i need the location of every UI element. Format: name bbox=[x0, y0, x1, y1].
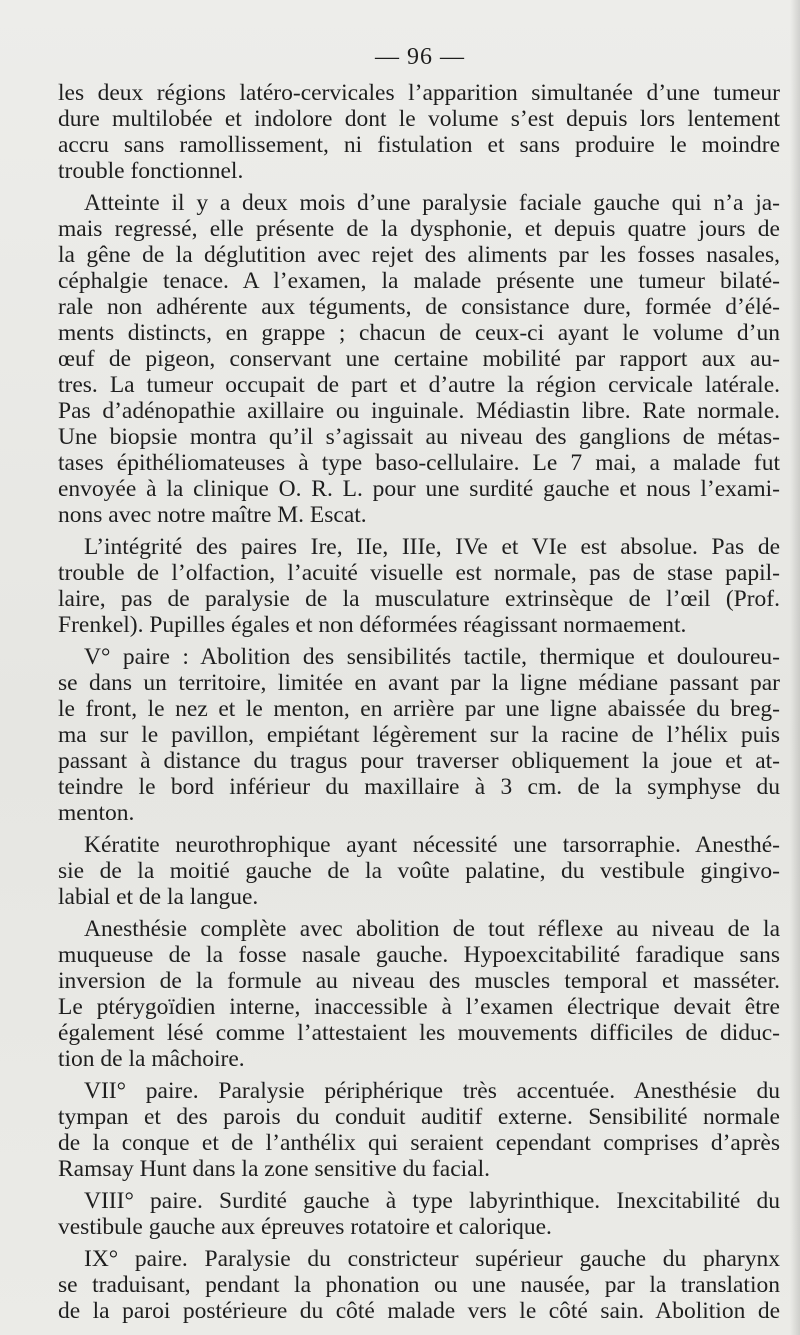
text-line: inversion de la formule au niveau des muscles temporal et masséter. bbox=[58, 968, 780, 994]
text-line: accru sans ramollissement, ni fistulation et sans produire le moindre bbox=[58, 132, 780, 158]
text-line: également lésé comme l’attestaient les mouvements difficiles de diduc- bbox=[58, 1020, 780, 1046]
text-line: la gêne de la déglutition avec rejet des aliments par les fosses nasales, bbox=[58, 242, 780, 268]
text-line: envoyée à la clinique O. R. L. pour une surdité gauche et nous l’exami- bbox=[58, 476, 780, 502]
text-line: Anesthésie complète avec abolition de tout réflexe au niveau de la bbox=[84, 916, 780, 942]
text-line: Frenkel). Pupilles égales et non déformées réagissant normaement. bbox=[58, 612, 687, 638]
text-line: VIII° paire. Surdité gauche à type labyrinthique. Inexcitabilité du bbox=[84, 1188, 780, 1214]
text-line: se dans un territoire, limitée en avant par la ligne médiane passant par bbox=[58, 670, 780, 696]
page-edge-shadow bbox=[790, 0, 800, 1335]
text-line: de la paroi postérieure du côté malade vers le côté sain. Abolition de bbox=[58, 1298, 780, 1324]
text-line: ments distincts, en grappe ; chacun de ceux-ci ayant le volume d’un bbox=[58, 320, 780, 346]
text-line: L’intégrité des paires Ire, IIe, IIIe, IVe et VIe est absolue. Pas de bbox=[84, 534, 780, 560]
text-line: passant à distance du tragus pour traverser obliquement la joue et at- bbox=[58, 748, 780, 774]
page-number: — 96 — bbox=[375, 44, 465, 70]
text-line: tion de la mâchoire. bbox=[58, 1046, 245, 1072]
text-line: les deux régions latéro-cervicales l’apparition simultanée d’une tumeur bbox=[58, 80, 780, 106]
text-line: trouble de l’olfaction, l’acuité visuelle est normale, pas de stase papil- bbox=[58, 560, 780, 586]
text-line: Atteinte il y a deux mois d’une paralysie faciale gauche qui n’a ja- bbox=[84, 190, 780, 216]
text-line: Kératite neurothrophique ayant nécessité une tarsorraphie. Anesthé- bbox=[84, 832, 780, 858]
text-line: Le ptérygoïdien interne, inaccessible à l’examen électrique devait être bbox=[58, 994, 780, 1020]
text-line: de la conque et de l’anthélix qui seraient cependant comprises d’après bbox=[58, 1130, 780, 1156]
text-line: ma sur le pavillon, empiétant légèrement sur la racine de l’hélix puis bbox=[58, 722, 780, 748]
text-line: IX° paire. Paralysie du constricteur supérieur gauche du pharynx bbox=[84, 1246, 780, 1272]
text-line: tympan et des parois du conduit auditif externe. Sensibilité normale bbox=[58, 1104, 780, 1130]
text-line: tres. La tumeur occupait de part et d’autre la région cervicale latérale. bbox=[58, 372, 780, 398]
text-line: nons avec notre maître M. Escat. bbox=[58, 502, 367, 528]
text-line: muqueuse de la fosse nasale gauche. Hypoexcitabilité faradique sans bbox=[58, 942, 780, 968]
text-line: teindre le bord inférieur du maxillaire à 3 cm. de la symphyse du bbox=[58, 774, 780, 800]
text-line: œuf de pigeon, conservant une certaine mobilité par rapport aux au- bbox=[58, 346, 780, 372]
text-line: se traduisant, pendant la phonation ou une nausée, par la translation bbox=[58, 1272, 780, 1298]
text-line: V° paire : Abolition des sensibilités tactile, thermique et douloureu- bbox=[84, 644, 780, 670]
text-line: dure multilobée et indolore dont le volume s’est depuis lors lentement bbox=[58, 106, 780, 132]
text-line: sie de la moitié gauche de la voûte palatine, du vestibule gingivo- bbox=[58, 858, 780, 884]
text-line: céphalgie tenace. A l’examen, la malade présente une tumeur bilaté- bbox=[58, 268, 780, 294]
text-line: trouble fonctionnel. bbox=[58, 158, 244, 184]
text-line: labial et de la langue. bbox=[58, 884, 259, 910]
body-text bbox=[58, 80, 780, 1324]
text-line: Une biopsie montra qu’il s’agissait au niveau des ganglions de métas- bbox=[58, 424, 780, 450]
text-line: mais regressé, elle présente de la dysphonie, et depuis quatre jours de bbox=[58, 216, 780, 242]
text-line: laire, pas de paralysie de la musculature extrinsèque de l’œil (Prof. bbox=[58, 586, 780, 612]
text-line: rale non adhérente aux téguments, de consistance dure, formée d’élé- bbox=[58, 294, 780, 320]
text-line: VII° paire. Paralysie périphérique très accentuée. Anesthésie du bbox=[84, 1078, 780, 1104]
text-line: le front, le nez et le menton, en arrière par une ligne abaissée du breg- bbox=[58, 696, 780, 722]
text-line: Ramsay Hunt dans la zone sensitive du facial. bbox=[58, 1156, 491, 1182]
text-line: Pas d’adénopathie axillaire ou inguinale. Médiastin libre. Rate normale. bbox=[58, 398, 780, 424]
text-line: tases épithéliomateuses à type baso-cellulaire. Le 7 mai, a malade fut bbox=[58, 450, 780, 476]
text-line: vestibule gauche aux épreuves rotatoire et calorique. bbox=[58, 1214, 552, 1240]
text-line: menton. bbox=[58, 800, 135, 826]
